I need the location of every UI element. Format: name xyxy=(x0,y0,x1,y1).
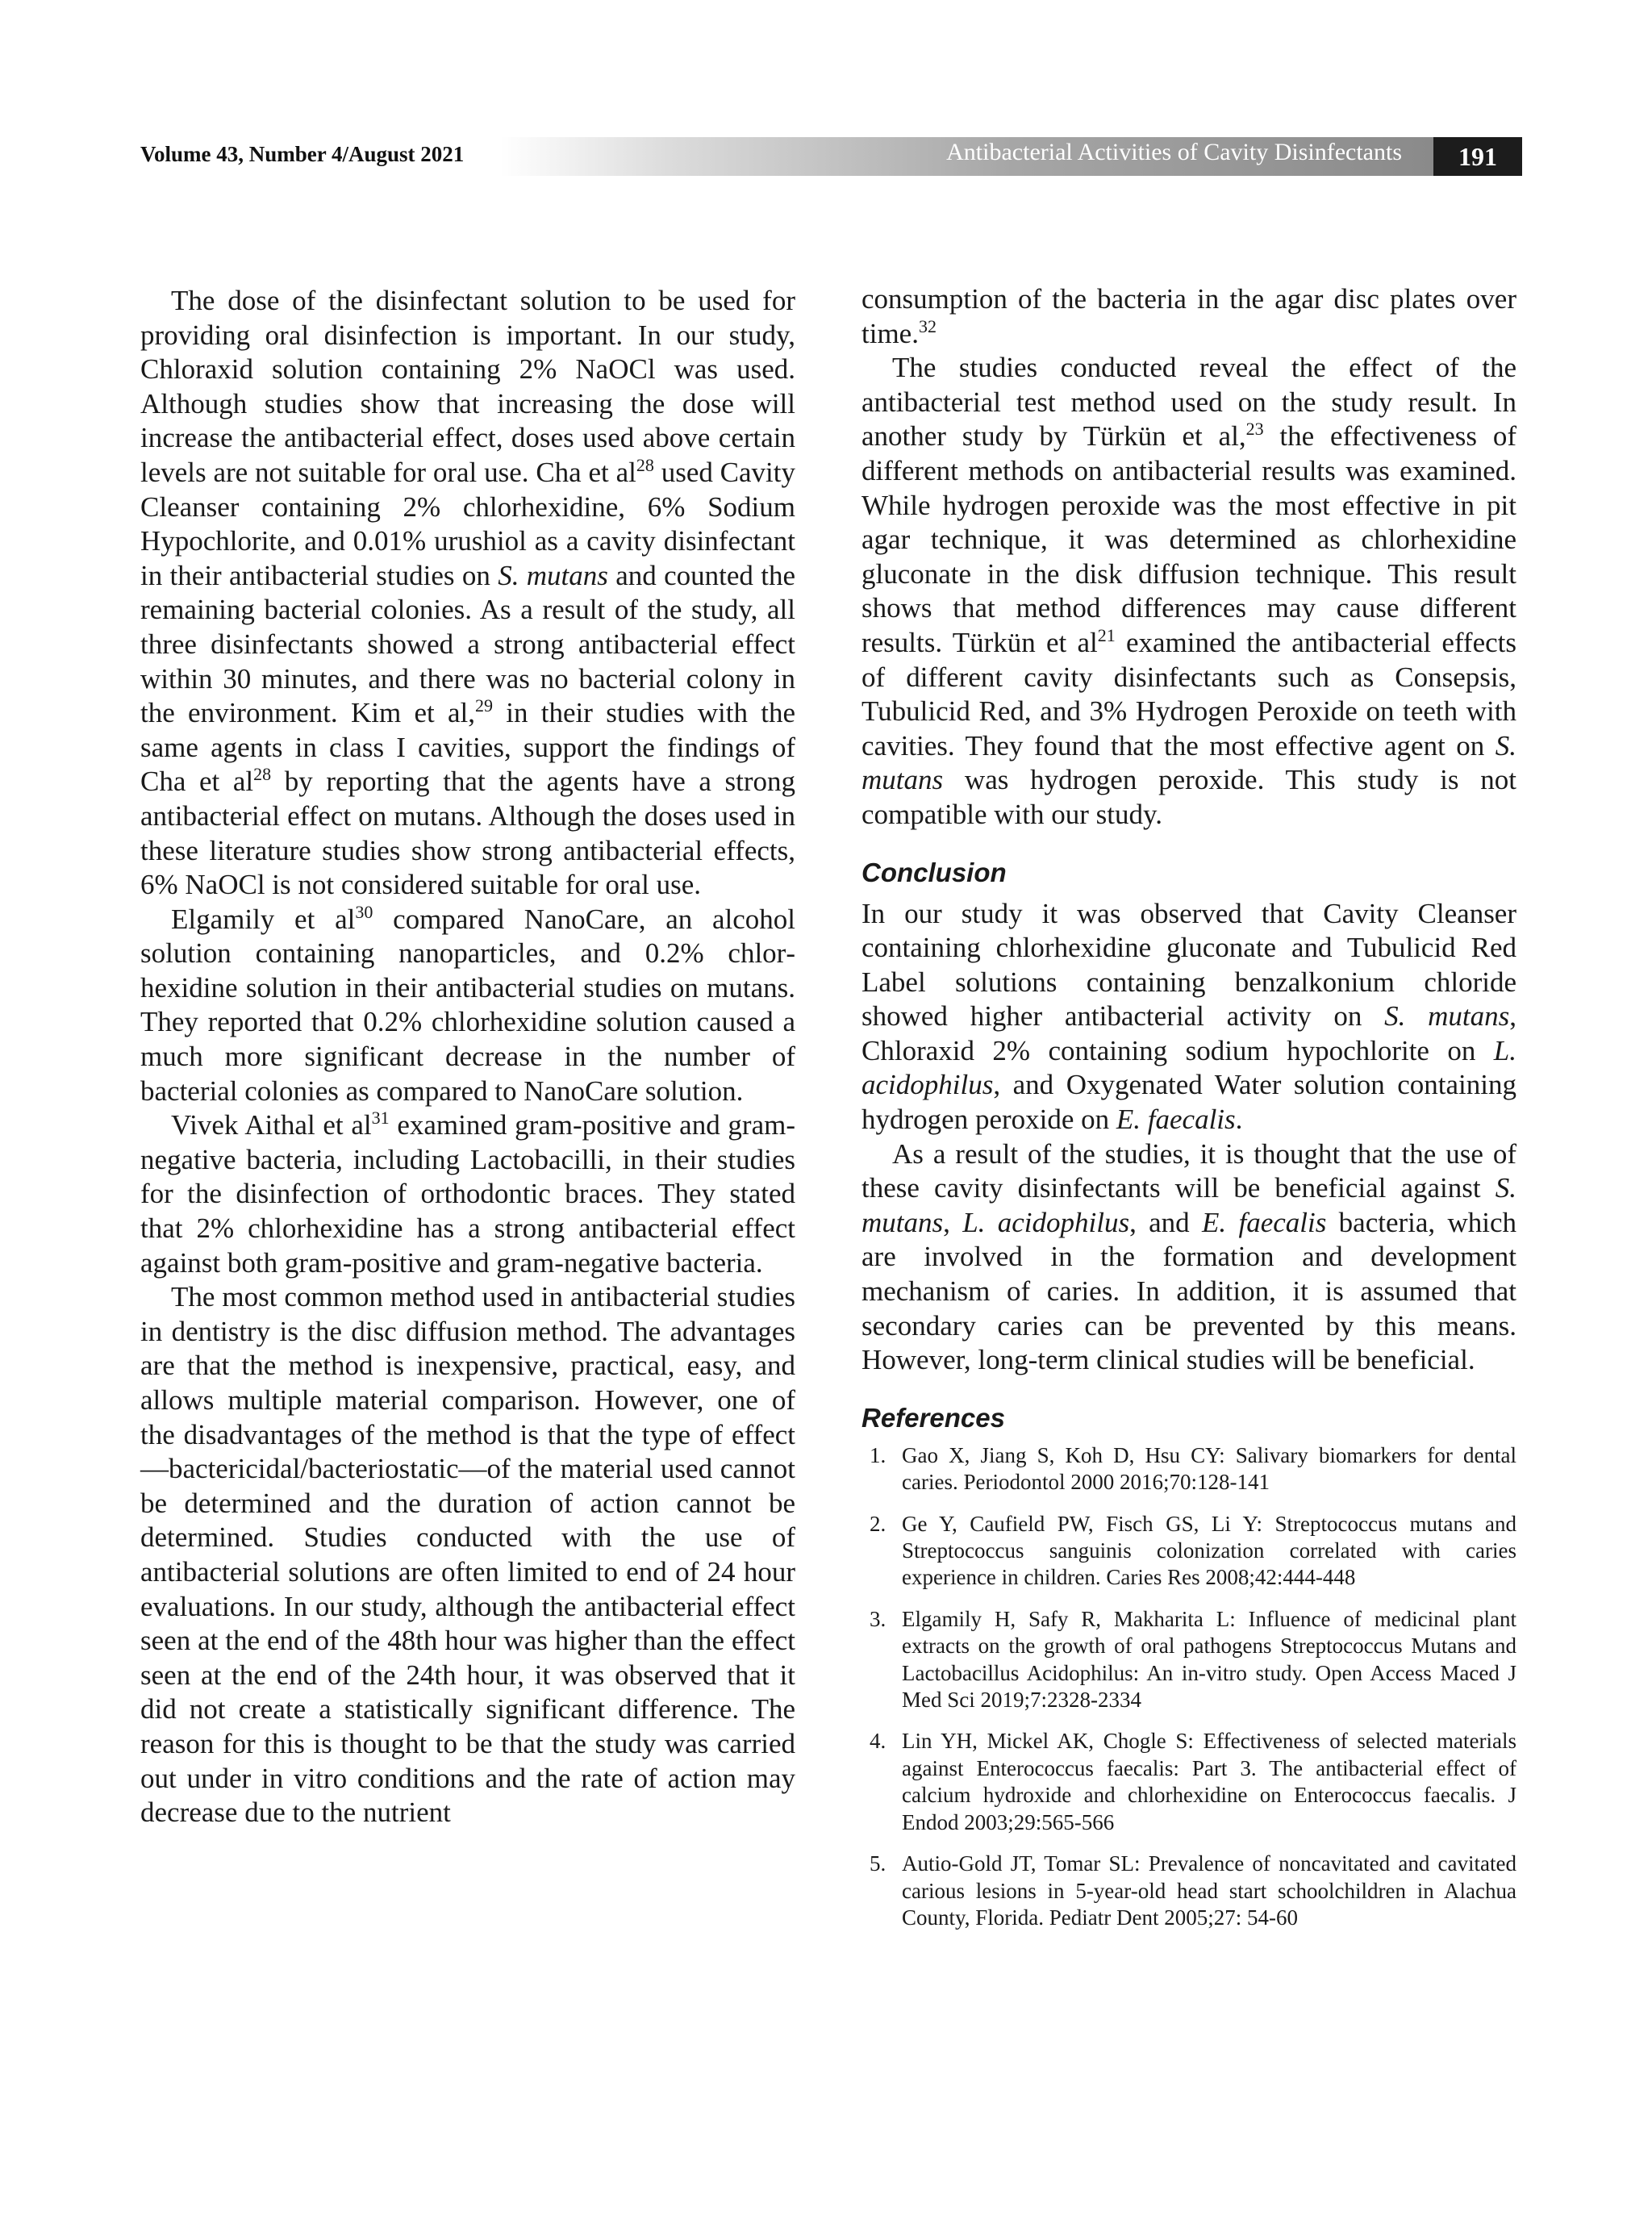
reference-item: 2. Ge Y, Caufield PW, Fisch GS, Li Y: Streptococcus mutans and Streptococcus sanguinis colonization correlated with caries experience in children. Caries Res 2008;42:444-448 xyxy=(870,1511,1516,1590)
citation: 23 xyxy=(1245,419,1264,440)
volume-info: Volume 43, Number 4/August 2021 xyxy=(140,142,465,166)
reference-item: 4. Lin YH, Mickel AK, Chogle S: Effectiveness of selected materials against Enterococcus faecalis: Part 3. The antibacterial effect of calcium hydroxide and chlorhexidine on Enterococcus faecalis. J Endod 2003;29:565-566 xyxy=(870,1729,1516,1834)
citation: 31 xyxy=(371,1108,390,1129)
right-column xyxy=(861,282,1516,1946)
paragraph: In our study it was observed that Cavity Cleanser containing chlorhexidine gluconate and Tubulicid Red Label solutions containing benzalkonium chloride showed higher antibacterial activity on S. mutans, Chloraxid 2% containing sodium hypochlorite on L. acidophilus, and Oxygenated Water solution containing hydrogen peroxide on E. faecalis. xyxy=(861,897,1516,1136)
paragraph: Elgamily et $al^{30}$ compared NanoCare, an alcohol solution containing nanoparticles, and 0.2% chlorhexidine solution in their antibacterial studies on mutans. They reported that 0.2% chlorhexidine solution caused a much more significant decrease in the number of bacterial colonies as compared to NanoCare solution. xyxy=(140,901,795,1107)
page-number: 191 xyxy=(1433,137,1522,176)
page-header xyxy=(0,0,1652,194)
paragraph: As a result of the studies, it is thought that the use of these cavity disinfectants will be beneficial against S. mutans, L. acidophilus, and E. faecalis bacteria, which are involved in the formation and development mechanism of caries. In addition, it is assumed that secondary caries can be prevented by this means. However, long-term clinical studies will be beneficial. xyxy=(861,1137,1517,1376)
reference-item: 3. Elgamily H, Safy R, Makharita L: Influence of medicinal plant extracts on the growth of oral pathogens Streptococcus Mutans and Lactobacillus Acidophilus: An in-vitro study. Open Access Maced J Med Sci 2019;7:2328-2334 xyxy=(870,1606,1516,1713)
running-title: Antibacterial Activities of Cavity Disinfectants xyxy=(946,139,1402,165)
citation: 28 xyxy=(636,454,654,475)
references-heading: References xyxy=(861,1402,1005,1433)
paragraph: Vivek Aithal et $al^{31}$ examined gram-positive and gram-negative bacteria, including Lactobacilli, in their studies for the disinfection of orthodontic braces. They stated that 2% chlorhexidine has a strong antibacterial effect against both gram-positive and gram-negative bacteria. xyxy=(140,1108,795,1279)
citation: 28 xyxy=(253,764,272,785)
paragraph: The most common method used in antibacterial studies in dentistry is the disc diffusion method. The advantages are that the method is inexpensive, practical, easy, and allows multiple material comparison. However, one of the disadvantages of the method is that the type of effect—bactericidal/bacteriostatic—of the material used cannot be determined and the duration of action cannot be determined. Studies conducted with the use of antibacterial solutions are often limited to end of 24 hour evaluations. In our study, although the antibacterial effect seen at the end of the 48th hour was higher than the effect seen at the end of the 24th hour, it was observed that it did not create a statistically significant difference. The reason for this is thought to be that the study was carried out under in vitro conditions and the rate of action may decrease due to the nutrient xyxy=(140,1281,795,1829)
citation: 30 xyxy=(355,901,373,922)
left-column xyxy=(140,284,795,1830)
citation: 29 xyxy=(475,695,494,716)
paragraph: The studies conducted reveal the effect of the antibacterial test method used on the study result. In another study by Türkün et al,$^{23}$ the effectiveness of different methods on antibacterial results was examined. While hydrogen peroxide was the most effective in pit agar technique, it was determined as chlorhexidine gluconate in the disk diffusion technique. This result shows that method differences may cause different results. Türkün et $al^{21}$ examined the antibacterial effects of different cavity disinfectants such as Consepsis, Tubulicid Red, and 3% Hydrogen Peroxide on teeth with cavities. They found that the most effective agent on S. mutans was hydrogen peroxide. This study is not compatible with our study. xyxy=(861,352,1516,830)
citation: 32 xyxy=(918,315,937,336)
reference-item: 1. Gao X, Jiang S, Koh D, Hsu CY: Salivary biomarkers for dental caries. Periodontol 2000 2016;70:128-141 xyxy=(870,1442,1516,1495)
conclusion-heading: Conclusion xyxy=(861,857,1007,887)
paragraph: consumption of the bacteria in the agar disc plates over time.$^{32}$ xyxy=(861,283,1516,349)
citation: 21 xyxy=(1097,624,1116,645)
paragraph: The dose of the disinfectant solution to be used for providing oral disinfection is important. In our study, Chloraxid solution containing 2% NaOCl was used. Although studies show that increasing the dose will increase the antibacterial effect, doses used above certain levels are not suitable for oral use. Cha et $al^{28}$ used Cavity Cleanser containing 2% chlorhexidine, 6% Sodium Hypochlorite, and 0.01% urushiol as a cavity disinfectant in their antibacterial studies on S. mutans and counted the remaining bacterial colonies. As a result of the study, all three disinfectants showed a strong antibacterial effect within 30 minutes, and there was no bacterial colony in the environment. Kim et al,$^{29}$ in their studies with the same agents in class I cavities, support the findings of Cha et $al^{28}$ by reporting that the agents have a strong antibacterial effect on mutans. Although the doses used in these literature studies show strong antibacterial effects, 6% NaOCl is not considered suitable for oral use. xyxy=(140,285,796,901)
reference-item: 5. Autio-Gold JT, Tomar SL: Prevalence of noncavitated and cavitated carious lesions in 5-year-old head start schoolchildren in Alachua County, Florida. Pediatr Dent 2005;27: 54-60 xyxy=(870,1851,1516,1930)
reference-list xyxy=(861,1442,1516,1932)
